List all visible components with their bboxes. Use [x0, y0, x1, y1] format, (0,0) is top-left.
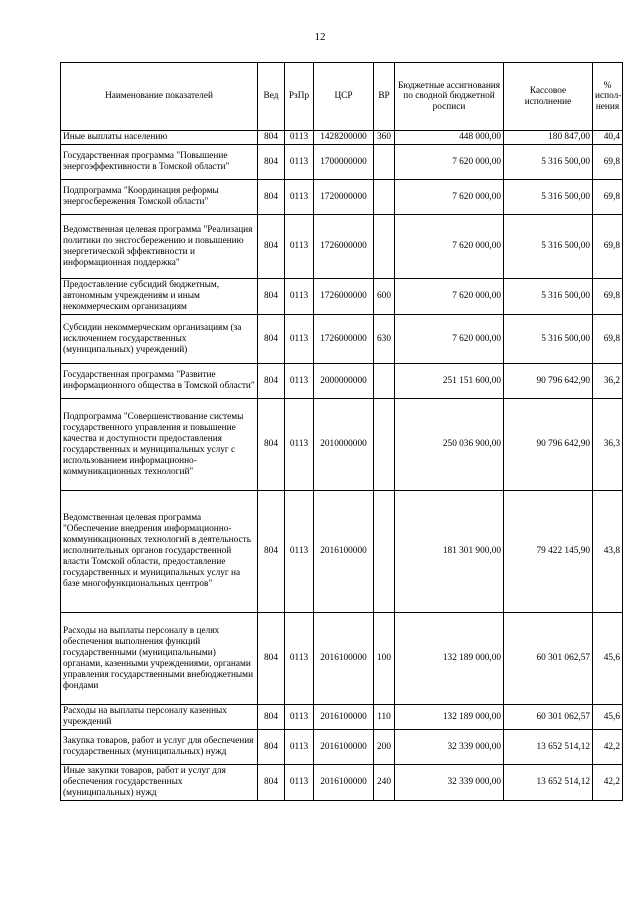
page-number: 12 [314, 31, 326, 43]
cell-csr: 1726000000 [314, 315, 374, 364]
cell-vr [374, 364, 395, 399]
header-csr: ЦСР [314, 63, 374, 131]
cell-assignments: 132 189 000,00 [395, 705, 504, 730]
cell-vr [374, 491, 395, 613]
table-body [61, 131, 623, 801]
cell-percent: 69,8 [593, 145, 623, 180]
cell-vr: 100 [374, 613, 395, 705]
table-row [61, 730, 623, 765]
cell-percent: 40,4 [593, 131, 623, 145]
cell-percent: 43,8 [593, 491, 623, 613]
cell-percent: 45,6 [593, 613, 623, 705]
cell-cash: 79 422 145,90 [504, 491, 593, 613]
cell-cash: 180 847,00 [504, 131, 593, 145]
cell-assignments: 250 036 900,00 [395, 399, 504, 491]
cell-ved: 804 [258, 131, 285, 145]
cell-rzpr: 0113 [285, 315, 314, 364]
cell-vr: 110 [374, 705, 395, 730]
cell-cash: 5 316 500,00 [504, 145, 593, 180]
cell-cash: 5 316 500,00 [504, 180, 593, 215]
cell-rzpr: 0113 [285, 364, 314, 399]
cell-assignments: 251 151 600,00 [395, 364, 504, 399]
cell-ved: 804 [258, 180, 285, 215]
cell-rzpr: 0113 [285, 613, 314, 705]
cell-assignments: 32 339 000,00 [395, 730, 504, 765]
cell-ved: 804 [258, 279, 285, 315]
table-row [61, 215, 623, 279]
cell-percent: 69,8 [593, 180, 623, 215]
cell-vr: 630 [374, 315, 395, 364]
budget-execution-table [60, 62, 623, 801]
cell-rzpr: 0113 [285, 399, 314, 491]
cell-vr: 600 [374, 279, 395, 315]
cell-cash: 5 316 500,00 [504, 279, 593, 315]
cell-name: Субсидии некоммерческим организациям (за исключением государственных (муниципальных) учреждений) [61, 315, 258, 364]
table-row [61, 399, 623, 491]
header-rzpr: РзПр [285, 63, 314, 131]
cell-cash: 13 652 514,12 [504, 765, 593, 801]
cell-assignments: 181 301 900,00 [395, 491, 504, 613]
cell-percent: 42,2 [593, 765, 623, 801]
cell-csr: 2016100000 [314, 705, 374, 730]
cell-percent: 45,6 [593, 705, 623, 730]
cell-name: Расходы на выплаты персоналу казенных учреждений [61, 705, 258, 730]
cell-cash: 13 652 514,12 [504, 730, 593, 765]
cell-vr [374, 215, 395, 279]
cell-vr [374, 145, 395, 180]
table-row [61, 180, 623, 215]
cell-name: Предоставление субсидий бюджетным, автономным учреждениям и иным некоммерческим организациям [61, 279, 258, 315]
table-row [61, 705, 623, 730]
cell-name: Ведомственная целевая программа "Обеспечение внедрения информационно-коммуникационных технологий в деятельность исполнительных органов государственной власти Томской области, предоставление государственных и муниципальных услуг на базе многофункциональных центров" [61, 491, 258, 613]
cell-ved: 804 [258, 315, 285, 364]
cell-csr: 2010000000 [314, 399, 374, 491]
cell-assignments: 7 620 000,00 [395, 315, 504, 364]
cell-rzpr: 0113 [285, 765, 314, 801]
cell-rzpr: 0113 [285, 180, 314, 215]
cell-vr [374, 180, 395, 215]
cell-percent: 36,3 [593, 399, 623, 491]
cell-ved: 804 [258, 364, 285, 399]
cell-percent: 69,8 [593, 215, 623, 279]
cell-assignments: 7 620 000,00 [395, 180, 504, 215]
cell-csr: 1428200000 [314, 131, 374, 145]
cell-csr: 2000000000 [314, 364, 374, 399]
cell-vr: 240 [374, 765, 395, 801]
cell-cash: 90 796 642,90 [504, 364, 593, 399]
cell-percent: 42,2 [593, 730, 623, 765]
cell-cash: 90 796 642,90 [504, 399, 593, 491]
cell-csr: 2016100000 [314, 613, 374, 705]
cell-name: Закупка товаров, работ и услуг для обеспечения государственных (муниципальных) нужд [61, 730, 258, 765]
cell-rzpr: 0113 [285, 705, 314, 730]
cell-rzpr: 0113 [285, 145, 314, 180]
cell-assignments: 7 620 000,00 [395, 145, 504, 180]
header-ved: Вед [258, 63, 285, 131]
cell-cash: 60 301 062,57 [504, 705, 593, 730]
cell-cash: 5 316 500,00 [504, 315, 593, 364]
cell-ved: 804 [258, 730, 285, 765]
cell-csr: 2016100000 [314, 765, 374, 801]
table-row [61, 279, 623, 315]
table-row [61, 364, 623, 399]
cell-rzpr: 0113 [285, 491, 314, 613]
cell-name: Государственная программа "Развитие информационного общества в Томской области" [61, 364, 258, 399]
cell-vr [374, 399, 395, 491]
cell-name: Расходы на выплаты персоналу в целях обеспечения выполнения функций государственными (муниципальными) органами, казенными учреждениями, органами управления государственными внебюджетными фондами [61, 613, 258, 705]
table-row [61, 315, 623, 364]
cell-name: Подпрограмма "Совершенствование системы государственного управления и повышение качества и доступности предоставления государственных и муниципальных услуг с использованием информационно-коммуникационных технологий" [61, 399, 258, 491]
cell-ved: 804 [258, 215, 285, 279]
table-row [61, 613, 623, 705]
cell-rzpr: 0113 [285, 279, 314, 315]
table-row [61, 131, 623, 145]
table-row [61, 491, 623, 613]
cell-vr: 360 [374, 131, 395, 145]
cell-ved: 804 [258, 765, 285, 801]
cell-name: Иные выплаты населению [61, 131, 258, 145]
cell-percent: 69,8 [593, 279, 623, 315]
table-row [61, 765, 623, 801]
cell-assignments: 7 620 000,00 [395, 279, 504, 315]
cell-name: Ведомственная целевая программа "Реализация политики по энсгосбережению и повышению энергетической эффективности и информационная поддержка" [61, 215, 258, 279]
cell-csr: 2016100000 [314, 491, 374, 613]
header-cash: Кассовое исполнение [504, 63, 593, 131]
cell-csr: 1726000000 [314, 279, 374, 315]
cell-cash: 60 301 062,57 [504, 613, 593, 705]
header-percent: % испол-нения [593, 63, 623, 131]
cell-vr: 200 [374, 730, 395, 765]
cell-ved: 804 [258, 705, 285, 730]
cell-assignments: 32 339 000,00 [395, 765, 504, 801]
header-assignments: Бюджетные ассигнования по сводной бюджетной росписи [395, 63, 504, 131]
cell-ved: 804 [258, 491, 285, 613]
cell-rzpr: 0113 [285, 215, 314, 279]
table-row [61, 145, 623, 180]
cell-csr: 1700000000 [314, 145, 374, 180]
table-header-row [61, 63, 623, 131]
cell-percent: 36,2 [593, 364, 623, 399]
cell-name: Подпрограмма "Координация реформы энергосбережения Томской области" [61, 180, 258, 215]
cell-csr: 1720000000 [314, 180, 374, 215]
cell-cash: 5 316 500,00 [504, 215, 593, 279]
cell-ved: 804 [258, 145, 285, 180]
cell-ved: 804 [258, 613, 285, 705]
cell-csr: 1726000000 [314, 215, 374, 279]
cell-percent: 69,8 [593, 315, 623, 364]
cell-rzpr: 0113 [285, 730, 314, 765]
cell-csr: 2016100000 [314, 730, 374, 765]
cell-ved: 804 [258, 399, 285, 491]
cell-rzpr: 0113 [285, 131, 314, 145]
cell-assignments: 7 620 000,00 [395, 215, 504, 279]
cell-name: Иные закупки товаров, работ и услуг для обеспечения государственных (муниципальных) нужд [61, 765, 258, 801]
header-vr: ВР [374, 63, 395, 131]
cell-assignments: 132 189 000,00 [395, 613, 504, 705]
cell-assignments: 448 000,00 [395, 131, 504, 145]
header-name: Наименование показателей [61, 63, 258, 131]
cell-name: Государственная программа "Повышение энергоэффективности в Томской области" [61, 145, 258, 180]
